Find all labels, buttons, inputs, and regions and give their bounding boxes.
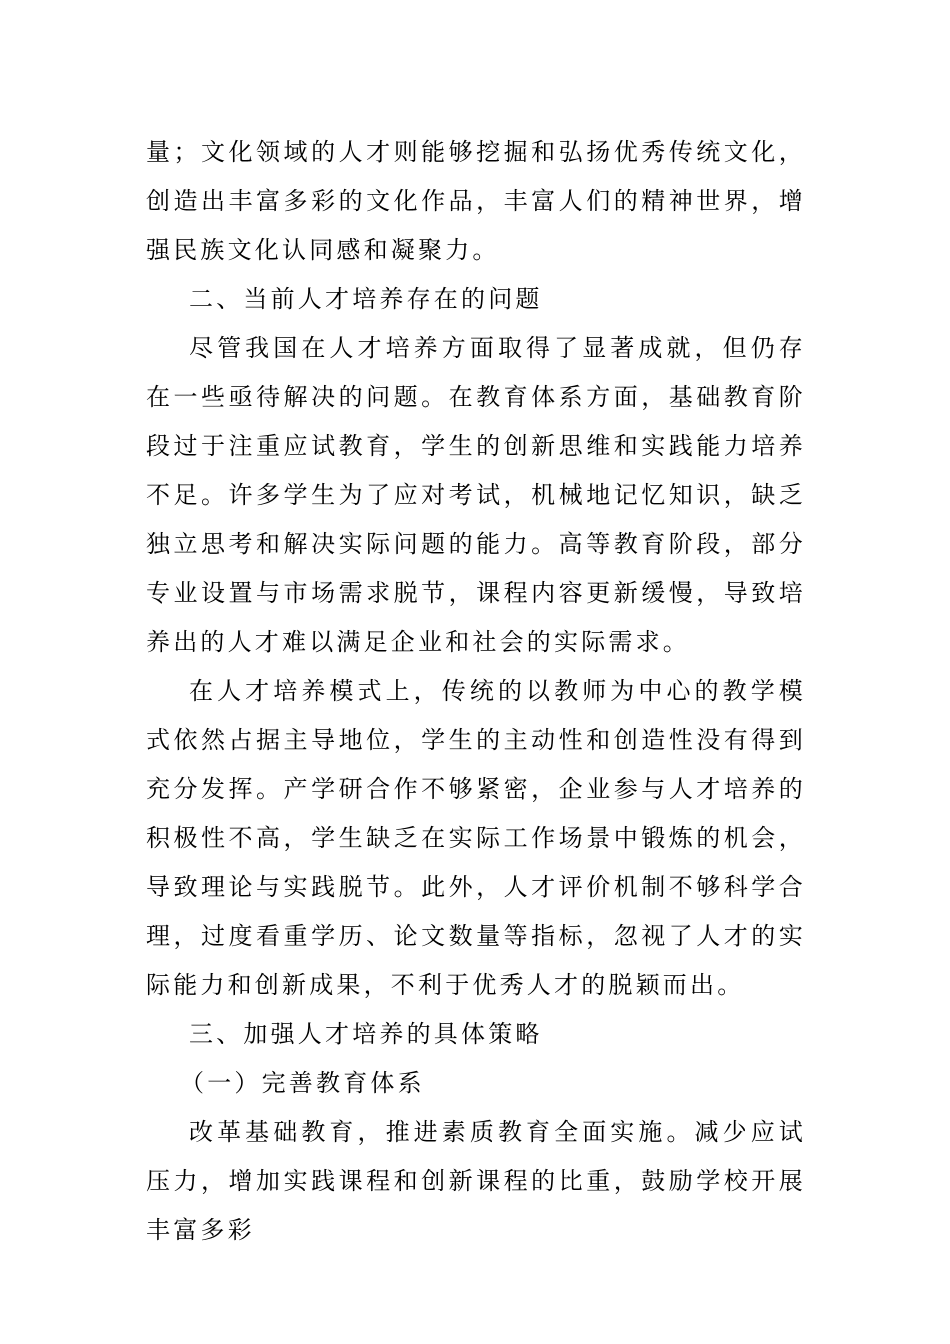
section-heading-3: 三、加强人才培养的具体策略 — [189, 1020, 543, 1048]
document-body — [146, 128, 806, 1255]
paragraph-continuation: 量；文化领域的人才则能够挖掘和弘扬优秀传统文化，创造出丰富多彩的文化作品，丰富人们的精神世界，增强民族文化认同感和凝聚力。 — [146, 138, 806, 264]
paragraph-strategy-1: 改革基础教育，推进素质教育全面实施。减少应试压力，增加实践课程和创新课程的比重，鼓励学校开展丰富多彩 — [146, 1118, 806, 1244]
paragraph-problems-2: 在人才培养模式上，传统的以教师为中心的教学模式依然占据主导地位，学生的主动性和创造性没有得到充分发挥。产学研合作不够紧密，企业参与人才培养的积极性不高，学生缺乏在实际工作场景中锻炼的机会，导致理论与实践脱节。此外，人才评价机制不够科学合理，过度看重学历、论文数量等指标，忽视了人才的实际能力和创新成果，不利于优秀人才的脱颖而出。 — [146, 677, 806, 999]
subsection-heading-3-1: （一）完善教育体系 — [180, 1069, 425, 1097]
section-heading-2: 二、当前人才培养存在的问题 — [189, 285, 543, 313]
paragraph-problems-1: 尽管我国在人才培养方面取得了显著成就，但仍存在一些亟待解决的问题。在教育体系方面，基础教育阶段过于注重应试教育，学生的创新思维和实践能力培养不足。许多学生为了应对考试，机械地记忆知识，缺乏独立思考和解决实际问题的能力。高等教育阶段，部分专业设置与市场需求脱节，课程内容更新缓慢，导致培养出的人才难以满足企业和社会的实际需求。 — [146, 334, 806, 656]
